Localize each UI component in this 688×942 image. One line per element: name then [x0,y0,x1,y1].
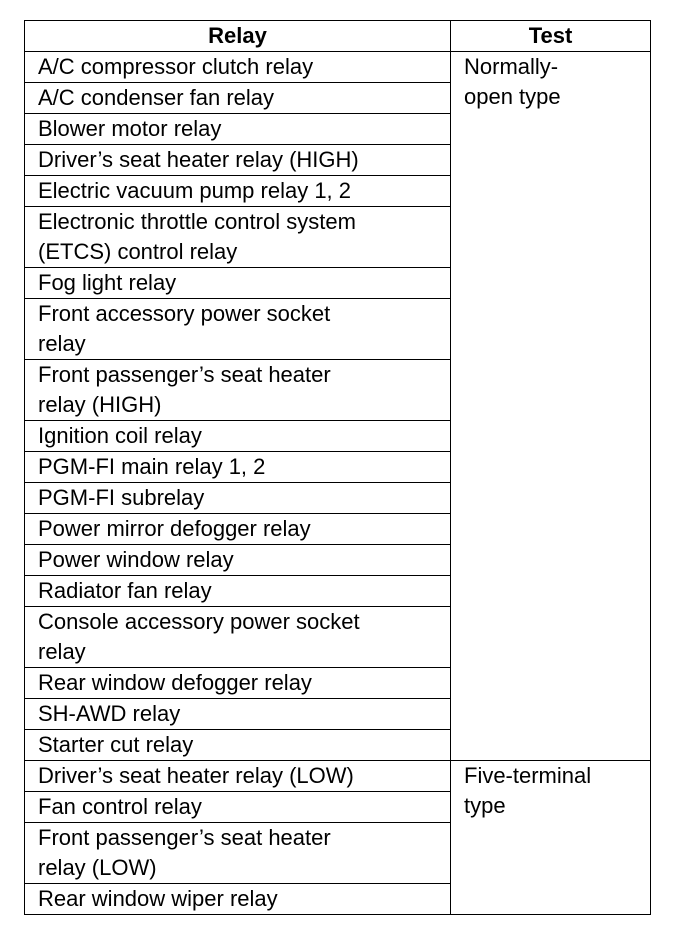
relay-name-cell: Fog light relay [25,268,451,299]
relay-name-cell: Radiator fan relay [25,576,451,607]
relay-name-cell: Blower motor relay [25,114,451,145]
relay-name-cell: Front passenger’s seat heater relay (HIGH) [25,360,451,421]
relay-name-cell: Fan control relay [25,792,451,823]
relay-name-cell: Rear window wiper relay [25,884,451,915]
relay-name-cell: Driver’s seat heater relay (HIGH) [25,145,451,176]
relay-column-header: Relay [25,21,451,52]
relay-name-cell: Starter cut relay [25,730,451,761]
relay-name-cell: A/C condenser fan relay [25,83,451,114]
relay-name-cell: Electric vacuum pump relay 1, 2 [25,176,451,207]
relay-name-cell: PGM-FI subrelay [25,483,451,514]
header-row [25,21,651,52]
test-column-header: Test [451,21,651,52]
relay-name-cell: SH-AWD relay [25,699,451,730]
relay-name-cell: PGM-FI main relay 1, 2 [25,452,451,483]
relay-name-cell: A/C compressor clutch relay [25,52,451,83]
relay-name-cell: Power mirror defogger relay [25,514,451,545]
relay-name-cell: Driver’s seat heater relay (LOW) [25,761,451,792]
test-type-cell: Five-terminal type [451,761,651,915]
relay-name-cell: Electronic throttle control system (ETCS) control relay [25,207,451,268]
table-body [25,52,651,915]
relay-name-cell: Console accessory power socket relay [25,607,451,668]
relay-name-cell: Front passenger’s seat heater relay (LOW) [25,823,451,884]
relay-name-cell: Front accessory power socket relay [25,299,451,360]
relay-name-cell: Power window relay [25,545,451,576]
table-row [25,52,651,83]
relay-test-table [24,20,651,915]
relay-name-cell: Rear window defogger relay [25,668,451,699]
relay-name-cell: Ignition coil relay [25,421,451,452]
test-type-cell: Normally- open type [451,52,651,761]
table-row [25,761,651,792]
